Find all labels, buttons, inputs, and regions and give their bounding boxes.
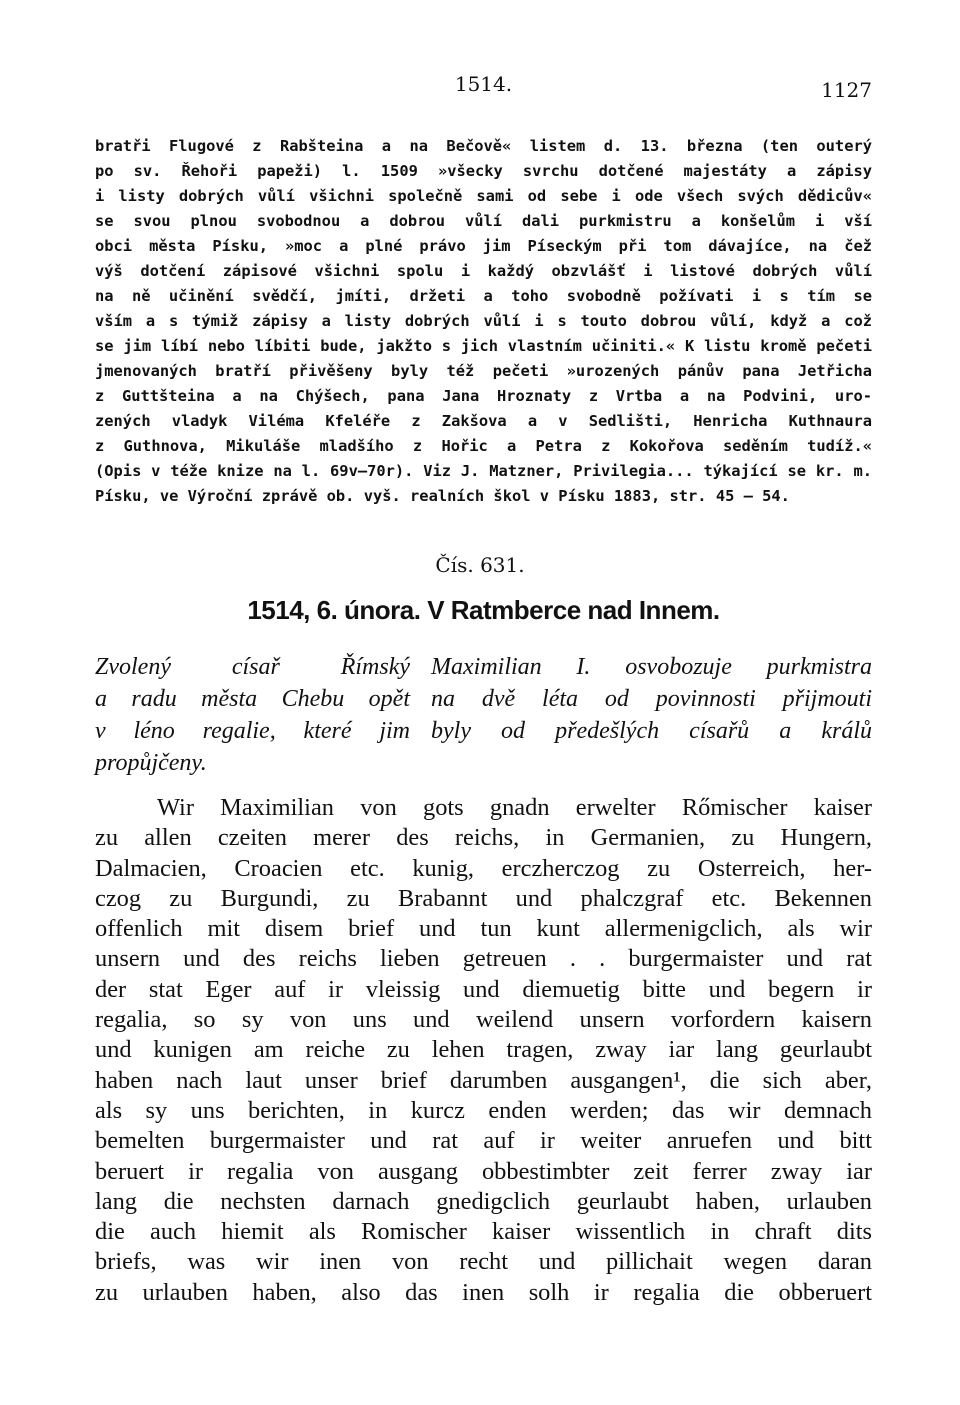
regest-left-column bbox=[95, 651, 410, 779]
text-line: czog zu Burgundi, zu Brabannt und phalczgraf etc. Bekennen bbox=[95, 884, 872, 912]
note-line: (Opis v téže knize na l. 69v—70r). Viz J. Matzner, Privilegia... týkající se kr. m. bbox=[95, 462, 872, 480]
text-line: beruert ir regalia von ausgang obbestimbter zeit ferrer zway iar bbox=[95, 1157, 872, 1185]
document-number: Čís. 631. bbox=[435, 553, 525, 577]
page-number: 1127 bbox=[821, 78, 872, 102]
regest-line: propůjčeny. bbox=[95, 750, 207, 776]
regest-line: na dvě léta od povinnosti přijmouti bbox=[431, 686, 872, 712]
note-line: z Guttšteina a na Chýšech, pana Jana Hroznaty z Vrtba a na Podvini, uro- bbox=[95, 387, 872, 405]
note-line: se jim líbí nebo líbiti bude, jakžto s jich vlastním učiniti.« K listu kromě pečeti bbox=[95, 337, 872, 355]
note-line: vším a s týmiž zápisy a listy dobrých vůlí i s touto dobrou vůlí, když a což bbox=[95, 312, 872, 330]
note-line: obci města Písku, »moc a plné právo jim Píseckým při tom dávajíce, na čež bbox=[95, 237, 872, 255]
note-line: Písku, ve Výroční zprávě ob. vyš. realních škol v Písku 1883, str. 45 — 54. bbox=[95, 487, 790, 505]
text-line: als sy uns berichten, in kurcz enden werden; das wir demnach bbox=[95, 1096, 872, 1124]
regest-line: byly od předešlých císařů a králů bbox=[431, 718, 872, 744]
text-line: regalia, so sy von uns und weilend unsern vorfordern kaisern bbox=[95, 1006, 872, 1034]
text-line: der stat Eger auf ir vleissig und diemuetig bitte und begern ir bbox=[95, 975, 872, 1003]
note-line: po sv. Řehoři papeži) l. 1509 »všecky svrchu dotčené majestáty a zápisy bbox=[95, 162, 872, 180]
regest-line: a radu města Chebu opět bbox=[95, 686, 410, 712]
note-line: na ně učinění svědčí, jmíti, držeti a toho svobodně požívati i s tím se bbox=[95, 287, 872, 305]
text-line: bemelten burgermaister und rat auf ir weiter anruefen und bitt bbox=[95, 1127, 872, 1155]
text-line: und kunigen am reiche zu lehen tragen, zway iar lang geurlaubt bbox=[95, 1036, 872, 1064]
running-header bbox=[95, 72, 872, 106]
regest-right-column bbox=[431, 651, 872, 747]
text-line: offenlich mit disem brief und tun kunt allermenigclich, als wir bbox=[95, 915, 872, 943]
text-line: haben nach laut unser brief darumben ausgangen¹, die sich aber, bbox=[95, 1066, 872, 1094]
note-line: jmenovaných bratří přivěšeny byly též pečeti »urozených pánův pana Jetřicha bbox=[95, 362, 872, 380]
document-heading: 1514, 6. února. V Ratmberce nad Innem. bbox=[247, 595, 720, 625]
text-line: Wir Maximilian von gots gnadn erwelter Rőmischer kaiser bbox=[157, 794, 872, 821]
note-line: se svou plnou svobodnou a dobrou vůlí dali purkmistru a konšelům i vší bbox=[95, 212, 872, 230]
header-year: 1514. bbox=[454, 72, 513, 96]
text-line: Dalmacien, Croacien etc. kunig, erczherczog zu Osterreich, her- bbox=[95, 854, 872, 882]
note-line: zených vladyk Viléma Kfeléře z Zakšova a v Sedlišti, Henricha Kuthnaura bbox=[95, 412, 872, 430]
text-line: zu allen czeiten merer des reichs, in Germanien, zu Hungern, bbox=[95, 824, 872, 852]
charter-text bbox=[95, 793, 872, 1308]
note-line: i listy dobrých vůlí všichni společně sami od sebe i ode všech svých dědicův« bbox=[95, 187, 872, 205]
regest-line: Maximilian I. osvobozuje purkmistra bbox=[431, 654, 872, 680]
note-line: z Guthnova, Mikuláše mladšího z Hořic a Petra z Kokořova seděním tudíž.« bbox=[95, 437, 872, 455]
note-line: bratři Flugové z Rabšteina a na Bečově« listem d. 13. března (ten outerý bbox=[95, 137, 872, 155]
note-line: výš dotčení zápisové všichni spolu i každý obzvlášť i listové dobrých vůlí bbox=[95, 262, 872, 280]
regest-line: Zvolený císař Římský bbox=[95, 654, 410, 680]
regest-line: v léno regalie, které jim bbox=[95, 718, 410, 744]
text-line: lang die nechsten darnach gnedigclich geurlaubt haben, urlauben bbox=[95, 1187, 872, 1215]
text-line: die auch hiemit als Romischer kaiser wissentlich in chraft dits bbox=[95, 1218, 872, 1246]
text-line: briefs, was wir inen von recht und pillichait wegen daran bbox=[95, 1248, 872, 1276]
preceding-note bbox=[95, 134, 872, 509]
text-line: unsern und des reichs lieben getreuen . . burgermaister und rat bbox=[95, 945, 872, 973]
text-line: zu urlauben haben, also das inen solh ir regalia die obberuert bbox=[95, 1278, 872, 1306]
